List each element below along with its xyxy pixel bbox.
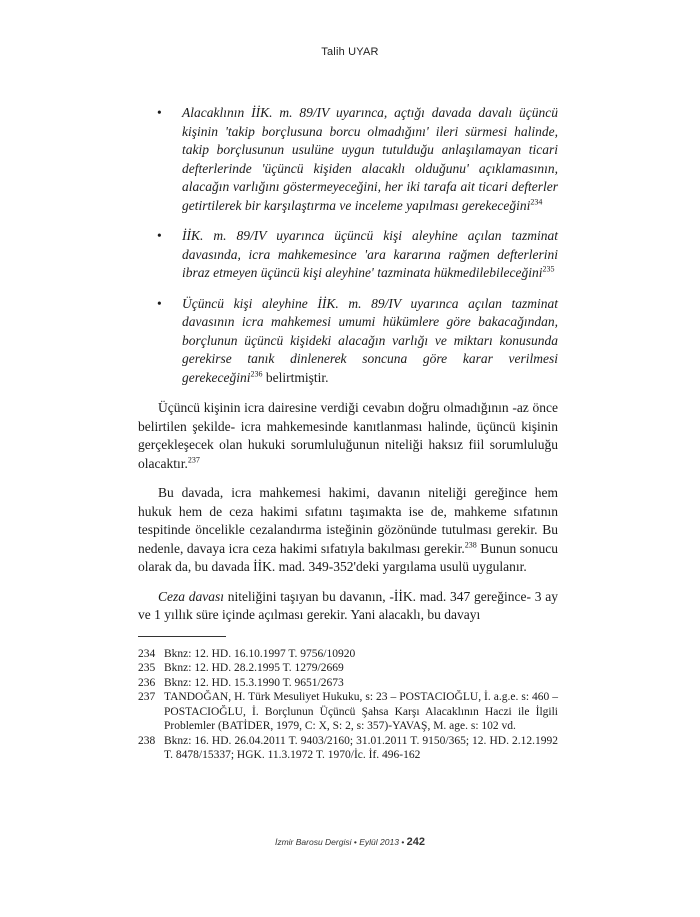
footnote-number: 234 [138, 647, 156, 660]
separator-dot-icon: • [353, 837, 357, 847]
bullet-icon: • [157, 105, 162, 120]
page-footer [0, 836, 700, 848]
footnote [138, 734, 558, 763]
footnote-text: Bknz: 12. HD. 16.10.1997 T. 9756/10920 [164, 647, 356, 660]
footnote-number: 237 [138, 691, 156, 703]
running-head-author: Talih UYAR [321, 46, 379, 58]
bullet-icon: • [157, 228, 162, 243]
bullet-item [138, 227, 558, 283]
body-paragraph [138, 588, 558, 625]
journal-name: İzmir Barosu Dergisi [274, 837, 352, 847]
paragraph-text-continued: Bunun sonucu olarak da, bu davada İİK. mad. 349-352'deki yargılama usulü uygulanır. [138, 540, 558, 574]
paragraph-text: Üçüncü kişinin icra dairesine verdiği cevabın doğru olmadığının -az önce belirtilen şekilde- icra mahkemesinde kanıtlanması halinde, üçüncü kişinin gerçekleşecek olan hukuki sorumluluğunun niteliği haksız fiil sorumluluğu olacaktır. [138, 400, 558, 471]
footnote-ref: 236 [250, 369, 263, 378]
footnote-ref: 235 [542, 264, 555, 274]
issue-date: Eylül 2013 [359, 837, 399, 847]
footnote-number: 238 [138, 734, 156, 747]
footnote [138, 647, 558, 662]
footnote-ref: 237 [187, 455, 200, 464]
bullet-item [138, 295, 558, 388]
italic-term: Ceza davası [158, 588, 224, 604]
footnote-ref: 238 [464, 540, 477, 549]
footnote-number: 236 [138, 676, 156, 689]
bullet-text: İİK. m. 89/IV uyarınca üçüncü kişi aleyhine açılan tazminat davasında, icra mahkemesince 'ara kararına rağmen defterlerini ibraz etmeyen üçüncü kişi aleyhine' tazminata hükmedilebileceğini [182, 228, 558, 280]
footnote-divider [138, 636, 226, 637]
paragraph-text: niteliğini taşıyan bu davanın, -İİK. mad. 347 gereğince- 3 ay ve 1 yıllık süre içinde açılması gerekir. Yani alacaklı, bu davayı [138, 588, 558, 622]
page-body [138, 104, 558, 763]
bullet-tail: belirtmiştir. [262, 369, 329, 385]
body-paragraph [138, 399, 558, 473]
footnote-text: TANDOĞAN, H. Türk Mesuliyet Hukuku, s: 23 – POSTACIOĞLU, İ. a.g.e. s: 460 – POSTACIOĞLU, İ. Borçlunun Üçüncü Şahsa Karşı Alacaklının Haczi ile İlgili Problemler (BATİDER, 1979, C: X, S: 2, s: 357)-YAVAŞ, M. age. s: 102 vd. [164, 691, 558, 732]
bullet-item [138, 104, 558, 215]
body-paragraph [138, 484, 558, 577]
separator-dot-icon: • [401, 837, 405, 847]
footnote-number: 235 [138, 662, 156, 674]
footnotes [138, 647, 558, 763]
footnote-text: Bknz: 12. HD. 15.3.1990 T. 9651/2673 [164, 676, 344, 689]
bullet-list [138, 104, 558, 387]
bullet-icon: • [157, 295, 162, 311]
page-number: 242 [406, 836, 426, 848]
bullet-text: Üçüncü kişi aleyhine İİK. m. 89/IV uyarınca açılan tazminat davasının icra mahkemesi umumi hükümlere göre bakacağından, borçlunun üçüncü kişideki alacağın varlığı ve miktarı konusunda gerekirse tanık dinlenerek soncuna göre karar verilmesi gerekeceğini [182, 295, 558, 385]
footnote [138, 676, 558, 691]
bullet-text: Alacaklının İİK. m. 89/IV uyarınca, açtığı davada davalı üçüncü kişinin 'takip borçlusuna borcu olmadığını' ileri sürmesi halinde, takip borçlusunun usulüne uygun tutulduğu anlaşılamayan ticari defterlerinde 'üçüncü kişiden alacaklı olduğunu' açıklamasının, alacağın varlığını göstermeyeceğini, her iki tarafa ait ticari defterler getirtilerek bir karşılaştırma ve inceleme yapılması gerekeceğini [182, 105, 558, 213]
footnote-text: Bknz: 16. HD. 26.04.2011 T. 9403/2160; 31.01.2011 T. 9150/365; 12. HD. 2.12.1992 T. 8478/15337; HGK. 11.3.1972 T. 1970/İc. İf. 496-162 [164, 734, 558, 761]
paragraph-text: Bu davada, icra mahkemesi hakimi, davanın niteliği gereğince hem hukuk hem de ceza hakimi sıfatını taşımakta ise de, mahkeme sıfatının tespitinde öncelikle cezalandırma isteğinin gözönünde tutulması gerekir. Bu nedenle, davaya icra ceza hakimi sıfatıyla bakılması gerekir. [138, 485, 558, 556]
footnote-ref: 234 [530, 197, 543, 206]
footnote [138, 690, 558, 734]
footnote-text: Bknz: 12. HD. 28.2.1995 T. 1279/2669 [164, 662, 344, 674]
footnote [138, 661, 558, 676]
